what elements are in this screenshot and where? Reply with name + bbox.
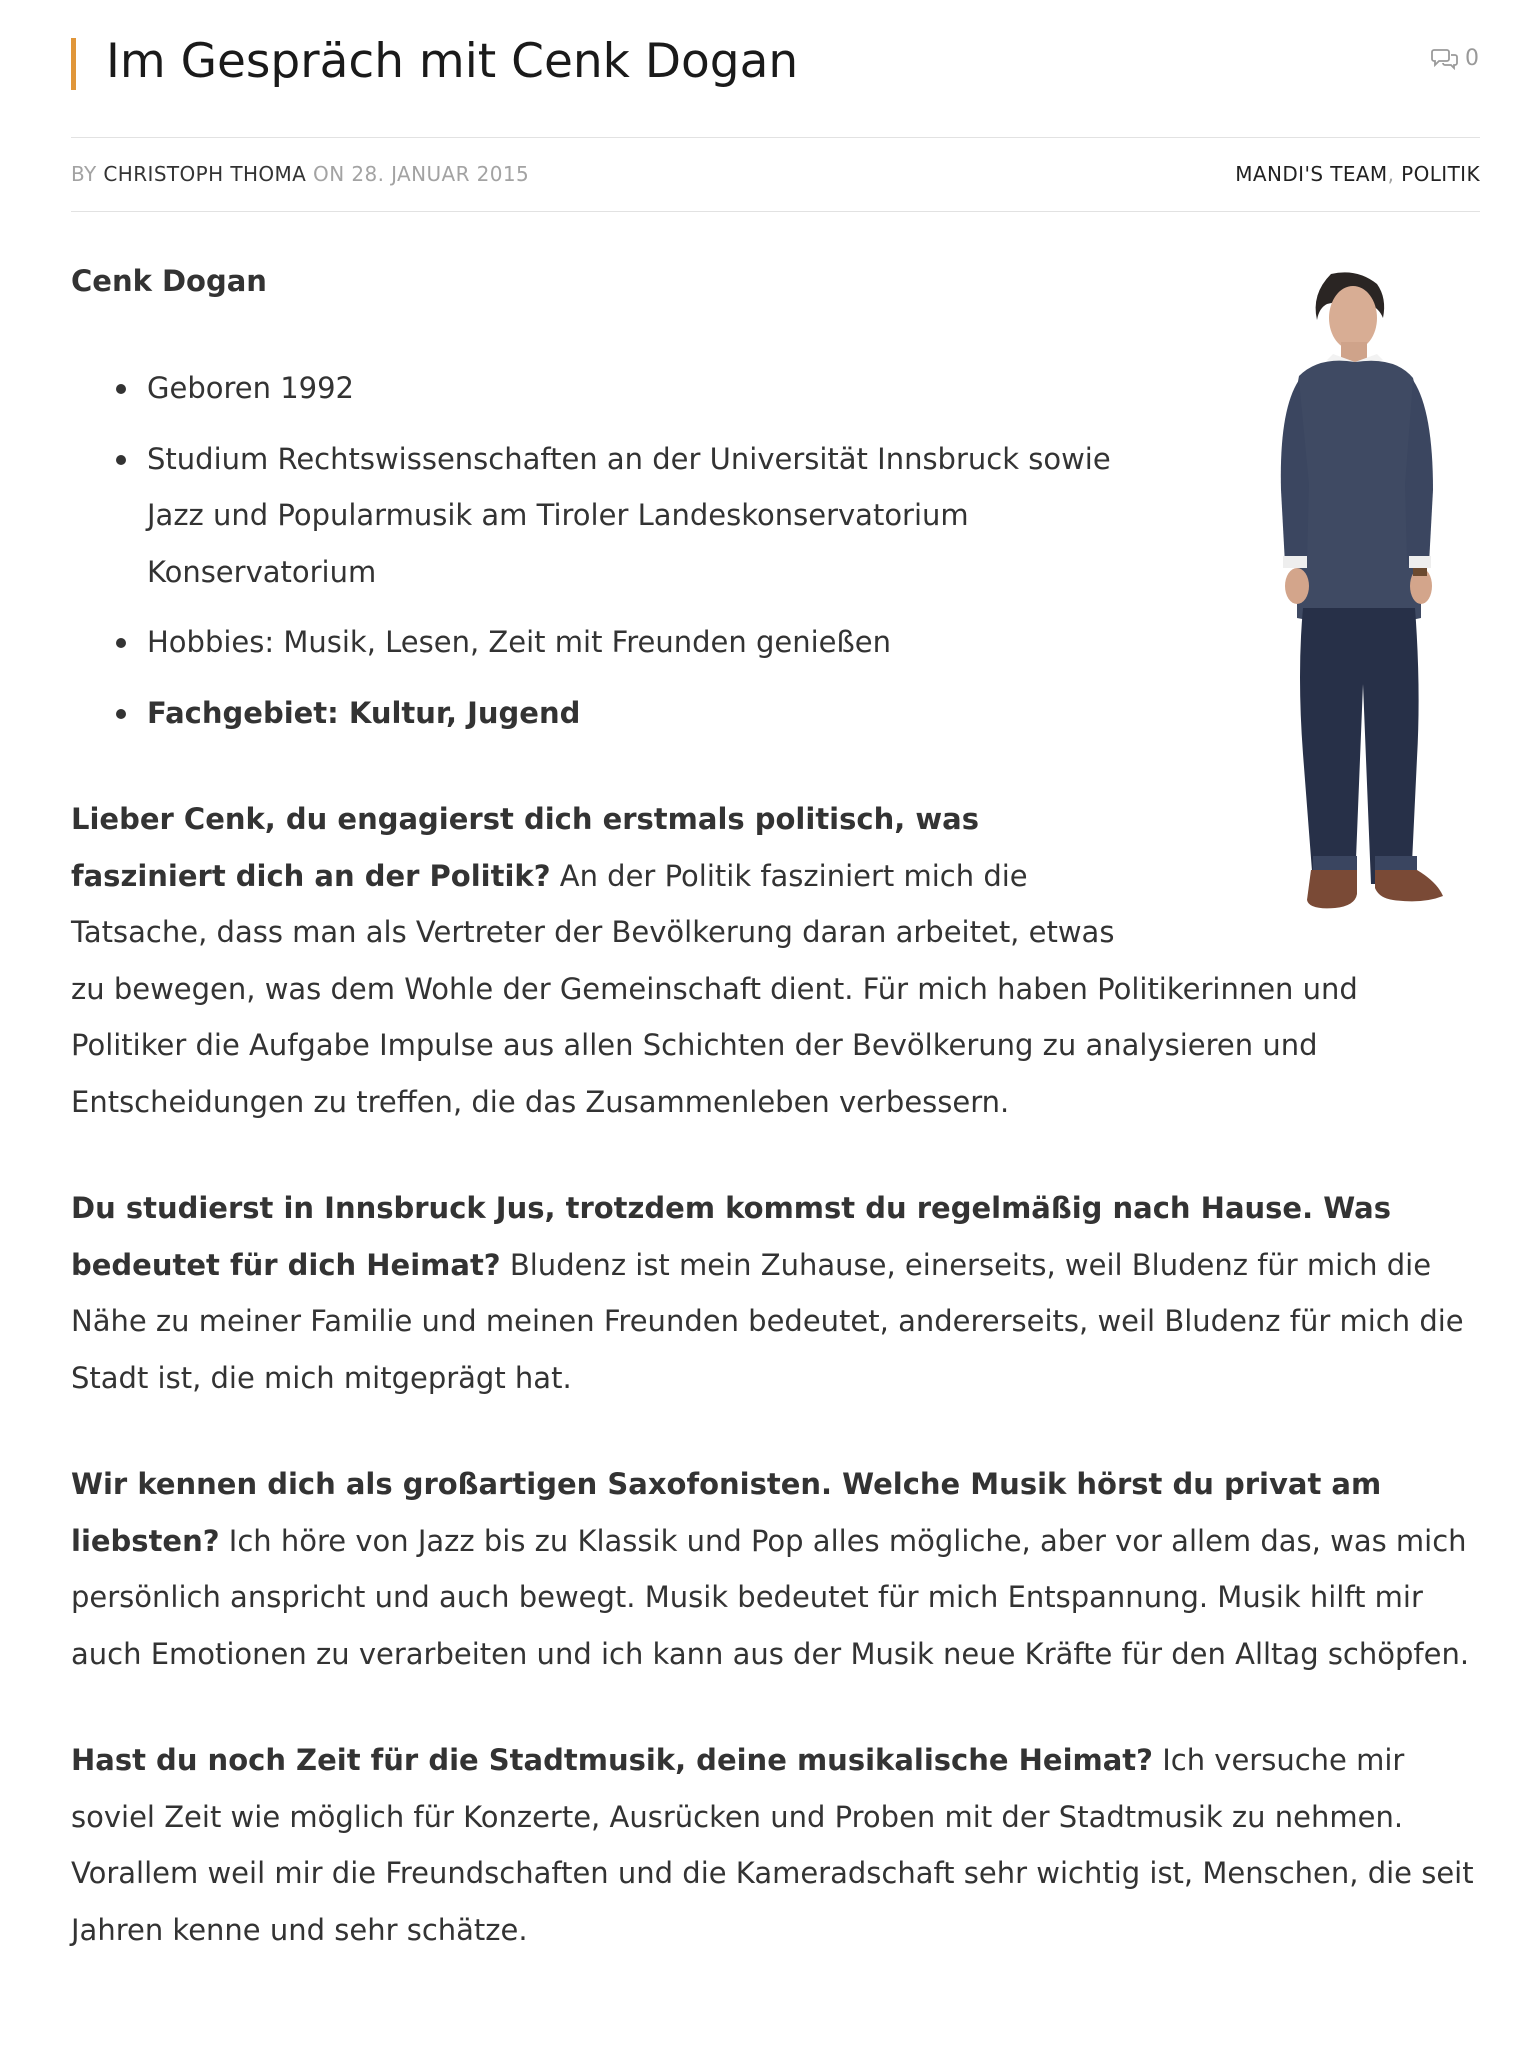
post-title: Im Gespräch mit Cenk Dogan — [106, 34, 799, 89]
interview-question: Wir kennen dich als großartigen Saxofonisten. Welche Musik hörst du privat am liebsten? — [71, 1467, 1382, 1558]
meta-divider-top — [71, 137, 1480, 138]
interview-question: Hast du noch Zeit für die Stadtmusik, deine musikalische Heimat? — [71, 1743, 1153, 1777]
interview-paragraph — [71, 1180, 1481, 1406]
list-item — [147, 685, 1481, 742]
list-item: Studium Rechtswissenschaften an der Universität Innsbruck sowie Jazz und Popularmusik am Tiroler Landeskonservatorium Konservatorium — [147, 431, 1481, 601]
title-accent-bar — [71, 38, 76, 90]
interview-answer: An der Politik fasziniert mich die Tatsache, dass man als Vertreter der Bevölkerung daran arbeitet, etwas zu bewegen, was dem Wohle der Gemeinschaft dient. Für mich haben Politikerinnen und Politiker die Aufgabe Impulse aus allen Schichten der Bevölkerung zu analysieren und Entscheidungen zu treffen, die das Zusammenleben verbessern. — [71, 858, 1358, 1119]
author-link[interactable]: CHRISTOPH THOMA — [103, 162, 307, 186]
fact-bold-text: Fachgebiet: Kultur, Jugend — [147, 695, 581, 730]
list-item: Geboren 1992 — [147, 360, 1481, 417]
interview-answer: Bludenz ist mein Zuhause, einerseits, weil Bludenz für mich die Nähe zu meiner Familie und meinen Freunden bedeutet, andererseits, weil Bludenz für mich die Stadt ist, die mich mitgeprägt hat. — [71, 1247, 1464, 1395]
profile-name: Cenk Dogan — [71, 264, 267, 298]
post-date: 28. JANUAR 2015 — [351, 162, 530, 186]
speech-bubbles-icon — [1431, 48, 1459, 70]
post-categories — [1235, 160, 1480, 188]
category-link-mandis-team[interactable]: MANDI'S TEAM — [1235, 162, 1388, 186]
category-link-politik[interactable]: POLITIK — [1401, 162, 1480, 186]
interview-answer: Ich höre von Jazz bis zu Klassik und Pop alles mögliche, aber vor allem das, was mich persönlich anspricht und auch bewegt. Musik bedeutet für mich Entspannung. Musik hilft mir auch Emotionen zu verarbeiten und ich kann aus der Musik neue Kräfte für den Alltag schöpfen. — [71, 1523, 1470, 1671]
comments-link[interactable] — [1431, 44, 1479, 74]
post-content — [71, 252, 1481, 1958]
interview-question: Lieber Cenk, du engagierst dich erstmals politisch, was fasziniert dich an der Politik? — [71, 802, 979, 893]
comment-count: 0 — [1465, 46, 1479, 71]
interview-paragraph — [71, 1732, 1481, 1958]
interview-question: Du studierst in Innsbruck Jus, trotzdem kommst du regelmäßig nach Hause. Was bedeutet für dich Heimat? — [71, 1191, 1391, 1282]
by-label: BY — [71, 162, 97, 186]
list-item: Hobbies: Musik, Lesen, Zeit mit Freunden genießen — [147, 614, 1481, 671]
interview-answer: Ich versuche mir soviel Zeit wie möglich für Konzerte, Ausrücken und Proben mit der Stadtmusik zu nehmen. Vorallem weil mir die Freundschaften und die Kameradschaft sehr wichtig ist, Menschen, die seit Jahren kenne und sehr schätze. — [71, 1743, 1474, 1947]
meta-divider-bottom — [71, 211, 1480, 212]
category-separator: , — [1387, 162, 1395, 186]
interview-paragraph — [71, 1456, 1481, 1682]
on-label: ON — [313, 162, 345, 186]
post-byline — [71, 160, 529, 188]
